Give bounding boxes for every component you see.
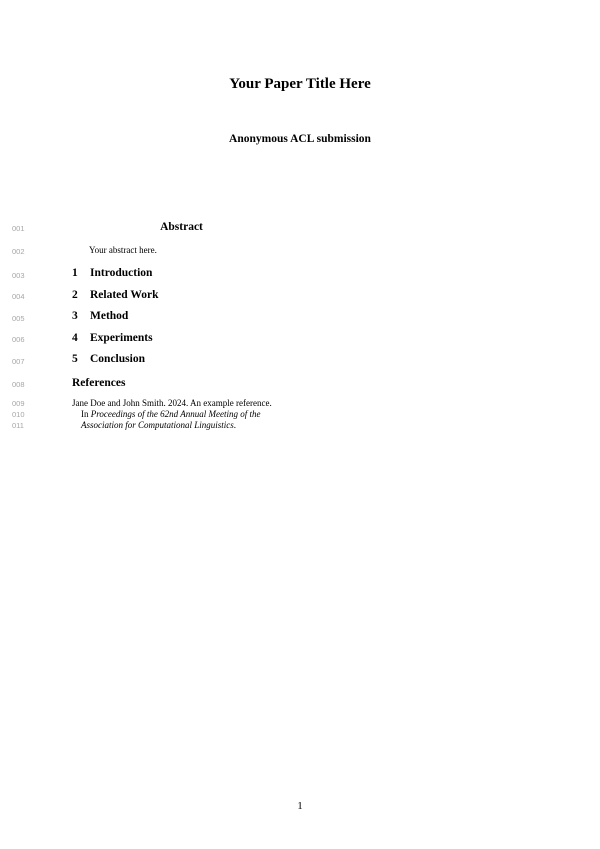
section-number: 1 bbox=[72, 267, 78, 279]
line-number: 010 bbox=[12, 410, 25, 419]
section-heading-conclusion bbox=[72, 353, 145, 365]
references-heading: References bbox=[72, 377, 126, 389]
section-title: Introduction bbox=[90, 267, 153, 279]
reference-entry-line-1: Jane Doe and John Smith. 2024. An example reference. bbox=[72, 398, 272, 408]
section-heading-experiments bbox=[72, 332, 153, 344]
reference-end-punct: . bbox=[233, 420, 237, 430]
line-number: 008 bbox=[12, 380, 25, 389]
reference-in-prefix: In bbox=[81, 409, 91, 419]
section-title: Method bbox=[90, 310, 129, 322]
reference-entry-line-3 bbox=[81, 421, 236, 430]
section-number: 3 bbox=[72, 310, 78, 322]
line-number: 004 bbox=[12, 292, 25, 301]
section-number: 4 bbox=[72, 332, 78, 344]
line-number: 002 bbox=[12, 247, 25, 256]
section-title: Experiments bbox=[90, 332, 153, 344]
section-heading-method bbox=[72, 310, 128, 322]
section-title: Conclusion bbox=[90, 353, 145, 365]
section-heading-related-work bbox=[72, 289, 158, 301]
line-number: 007 bbox=[12, 357, 25, 366]
page-number: 1 bbox=[297, 800, 303, 812]
section-number: 5 bbox=[72, 353, 78, 365]
line-number: 011 bbox=[12, 421, 24, 430]
paper-title: Your Paper Title Here bbox=[229, 76, 371, 92]
section-title: Related Work bbox=[90, 289, 159, 301]
line-number: 006 bbox=[12, 335, 25, 344]
reference-entry-line-2 bbox=[81, 410, 260, 419]
line-number: 005 bbox=[12, 314, 25, 323]
section-number: 2 bbox=[72, 289, 78, 301]
line-number: 003 bbox=[12, 271, 25, 280]
line-number: 001 bbox=[12, 224, 25, 233]
reference-venue-continued: Association for Computational Linguistics bbox=[81, 420, 234, 430]
abstract-body: Your abstract here. bbox=[89, 245, 157, 255]
paper-author: Anonymous ACL submission bbox=[229, 133, 371, 145]
line-number: 009 bbox=[12, 399, 25, 408]
abstract-heading: Abstract bbox=[160, 221, 203, 233]
section-heading-introduction bbox=[72, 267, 152, 279]
reference-venue: Proceedings of the 62nd Annual Meeting of the bbox=[90, 409, 261, 419]
